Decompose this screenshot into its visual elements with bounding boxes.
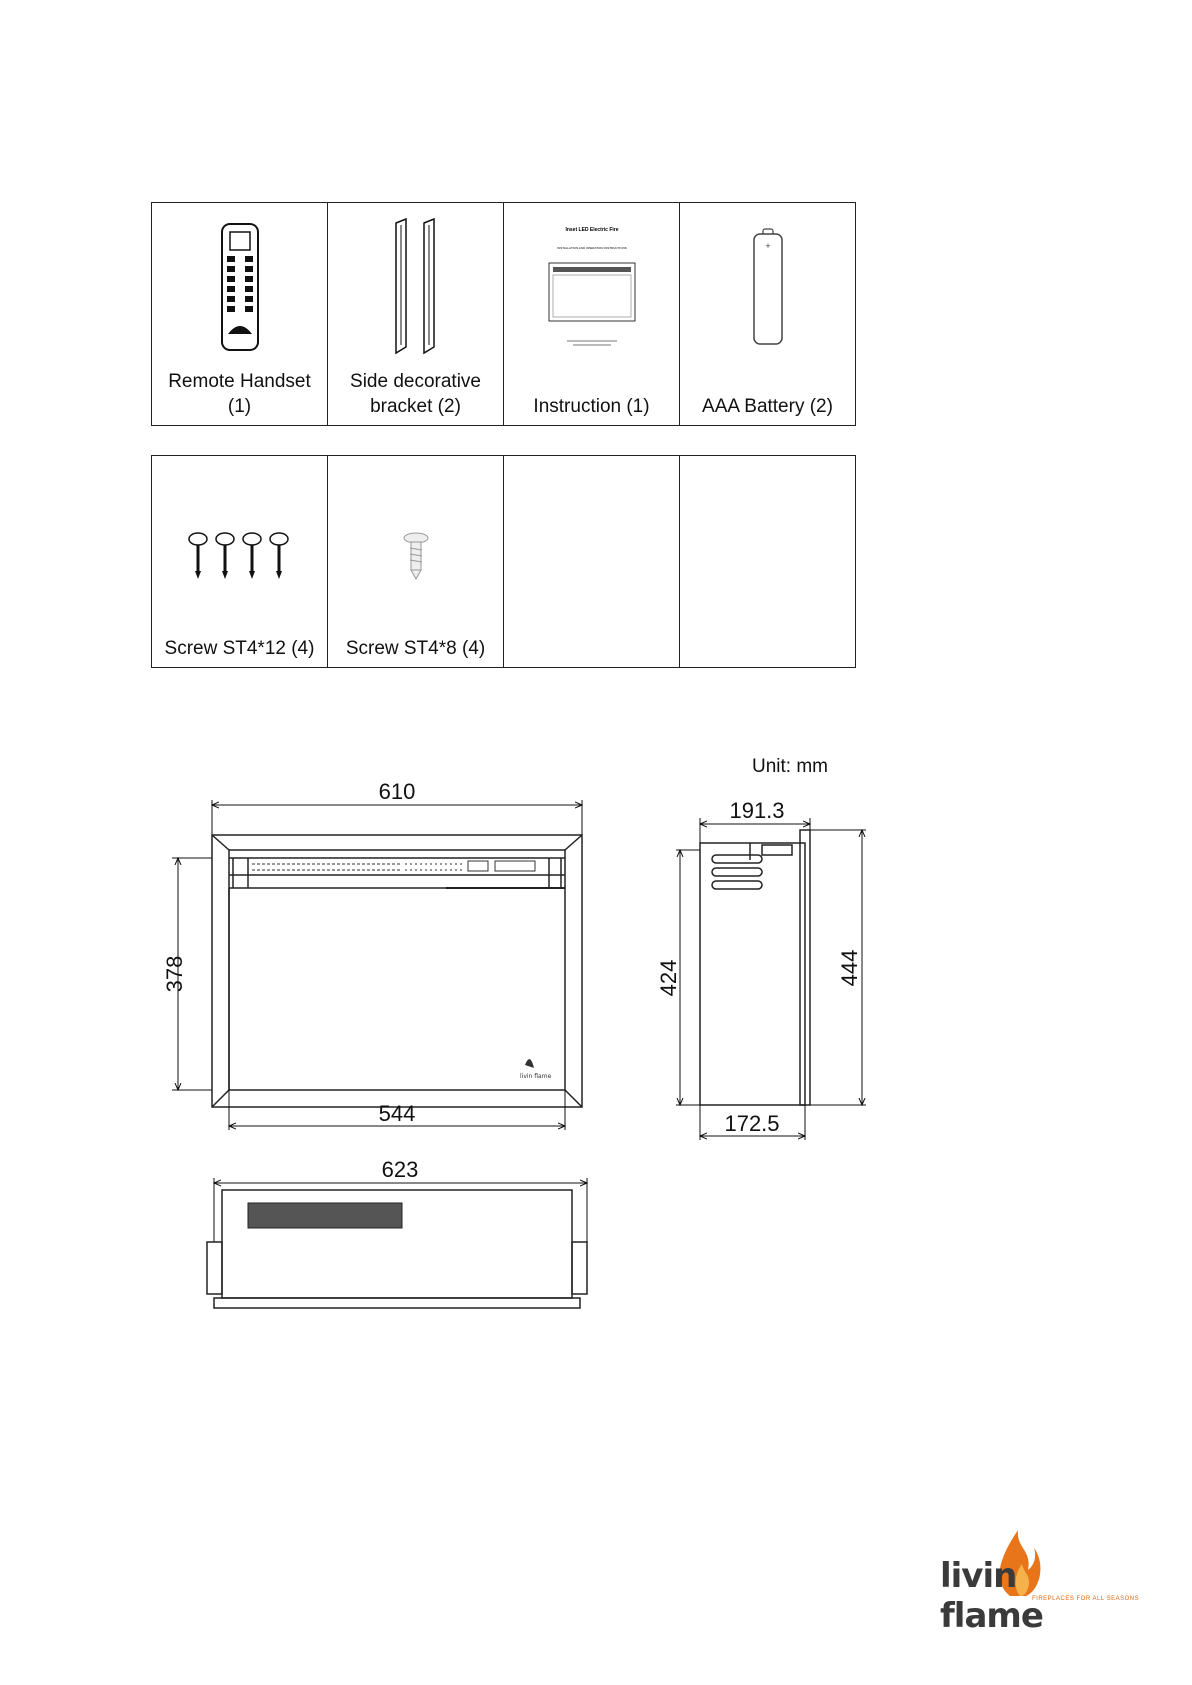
part-label-battery: AAA Battery (2) bbox=[702, 396, 833, 417]
part-label-side-bracket: Side decorative bracket (2) bbox=[350, 371, 481, 417]
part-label-screw-st4-8: Screw ST4*8 (4) bbox=[345, 638, 486, 659]
dim-side-height: 424 bbox=[656, 959, 681, 997]
dim-front-inner-width: 544 bbox=[378, 1101, 416, 1126]
manual-subtitle: INSTALLATION AND OPERATION INSTRUCTIONS bbox=[556, 246, 627, 250]
svg-text:livin flame: livin flame bbox=[520, 1073, 552, 1080]
svg-text:+: + bbox=[764, 241, 771, 251]
logo-text-left: livin bbox=[940, 1556, 1017, 1596]
dim-side-inner-depth: 172.5 bbox=[724, 1111, 780, 1136]
dim-side-depth: 191.3 bbox=[729, 798, 785, 823]
dim-front-height: 378 bbox=[162, 955, 187, 993]
dim-front-width: 610 bbox=[378, 779, 416, 804]
part-label-screw-st4-12: Screw ST4*12 (4) bbox=[164, 638, 315, 659]
logo-text-right: flame bbox=[940, 1596, 1043, 1636]
front-vent-grille bbox=[252, 861, 535, 871]
livin-flame-logo bbox=[940, 1510, 1140, 1636]
part-label-remote-handset: Remote Handset (1) bbox=[168, 371, 311, 417]
part-label-instruction: Instruction (1) bbox=[533, 396, 650, 417]
front-logo-mark bbox=[520, 1059, 552, 1080]
side-view bbox=[700, 830, 810, 1105]
unit-label: Unit: mm bbox=[752, 756, 828, 777]
logo-tagline: FIREPLACES FOR ALL SEASONS bbox=[1032, 1596, 1140, 1602]
top-vent-grille bbox=[248, 1203, 402, 1228]
dim-side-total-height: 444 bbox=[837, 949, 862, 987]
front-view bbox=[212, 835, 582, 1107]
dim-top-width: 623 bbox=[381, 1157, 419, 1182]
manual-title: Inset LED Electric Fire bbox=[564, 227, 619, 233]
